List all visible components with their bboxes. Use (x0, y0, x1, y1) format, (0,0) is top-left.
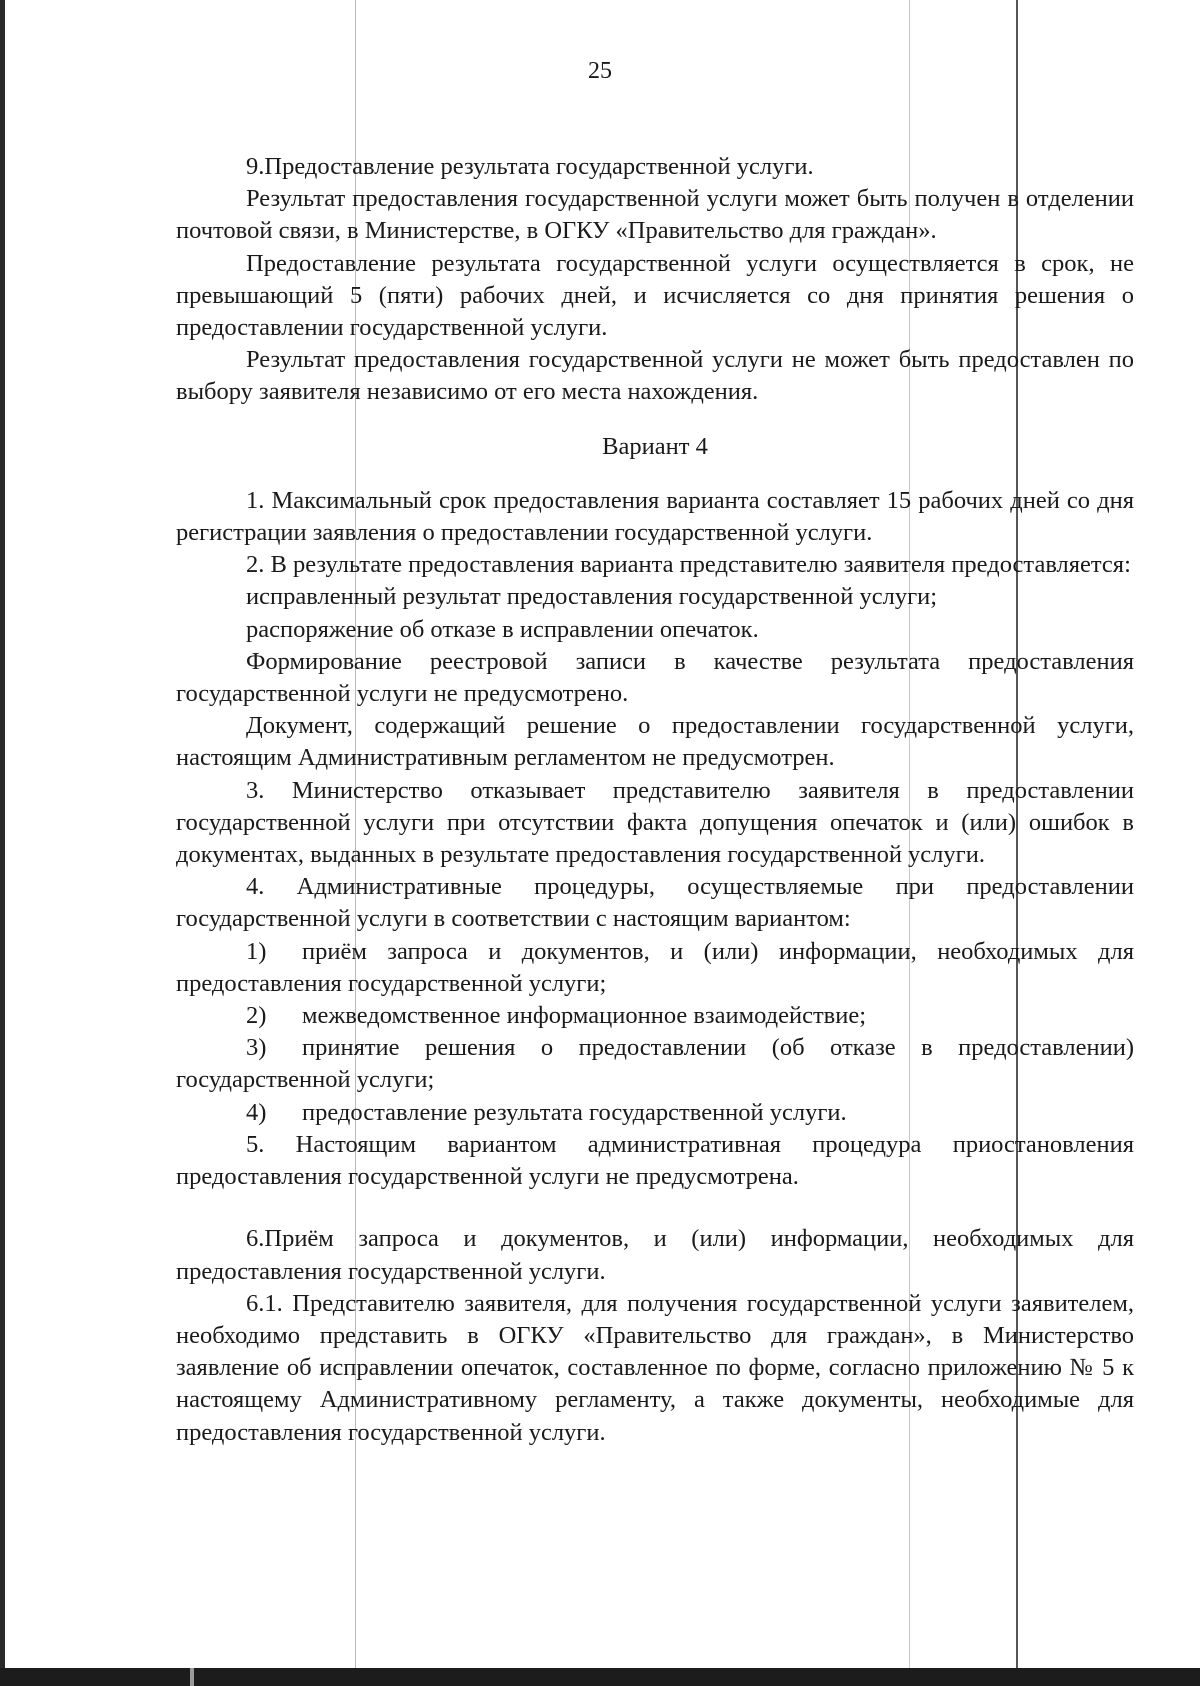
paragraph: распоряжение об отказе в исправлении опечаток. (246, 615, 759, 643)
list-item (176, 1032, 1134, 1096)
paragraph: Результат предоставления государственной услуги не может быть предоставлен по выбору заявителя независимо от его места нахождения. (176, 346, 1134, 406)
paragraph: 6.1. Представителю заявителя, для получения государственной услуги заявителем, необходимо представить в ОГКУ «Правительство для граждан», в Министерство заявление об исправлении опечаток, составленное по форме, согласно приложению № 5 к настоящему Административному регламенту, а также документы, необходимые для предоставления государственной услуги. (176, 1289, 1134, 1446)
variant-heading: Вариант 4 (602, 432, 708, 460)
list-item (176, 1000, 1134, 1032)
list-item-text: межведомственное информационное взаимодействие; (302, 1002, 867, 1030)
scan-bottom-mark (190, 1668, 194, 1686)
document-body (176, 151, 1134, 1449)
section-9-heading: 9.Предоставление результата государственной услуги. (246, 153, 814, 180)
paragraph: Документ, содержащий решение о предоставлении государственной услуги, настоящим Административным регламентом не предусмотрен. (176, 712, 1134, 772)
section-6-heading: 6.Приём запроса и документов, и (или) информации, необходимых для предоставления государственной услуги. (176, 1225, 1134, 1285)
list-item (176, 936, 1134, 1000)
paragraph: 4. Административные процедуры, осуществляемые при предоставлении государственной услуги в соответствии с настоящим вариантом: (176, 873, 1134, 933)
paragraph: Результат предоставления государственной услуги может быть получен в отделении почтовой связи, в Министерстве, в ОГКУ «Правительство для граждан». (176, 185, 1134, 245)
list-item-number: 1) (246, 937, 267, 965)
scan-left-edge (0, 0, 5, 1670)
page-number: 25 (588, 58, 612, 84)
paragraph: 1. Максимальный срок предоставления варианта составляет 15 рабочих дней со дня регистрации заявления о предоставлении государственной услуги. (176, 486, 1134, 547)
list-item-text: приём запроса и документов, и (или) информации, необходимых для предоставления государственной услуги; (176, 937, 1134, 997)
list-item-text: предоставление результата государственной услуги. (302, 1098, 847, 1126)
paragraph: Предоставление результата государственной услуги осуществляется в срок, не превышающий 5 (пяти) рабочих дней, и исчисляется со дня принятия решения о предоставлении государственной услуги. (176, 249, 1134, 342)
paragraph: 2. В результате предоставления варианта представителю заявителя предоставляется: (246, 551, 1131, 579)
paragraph: 5. Настоящим вариантом административная процедура приостановления предоставления государственной услуги не предусмотрена. (176, 1130, 1134, 1191)
list-item (176, 1097, 1134, 1129)
paragraph: 3. Министерство отказывает представителю заявителя в предоставлении государственной услуги при отсутствии факта допущения опечаток и (или) ошибок в документах, выданных в результате предоставления государственной услуги. (176, 776, 1134, 869)
list-item-number: 3) (246, 1034, 267, 1062)
list-item-number: 2) (246, 1002, 267, 1030)
paragraph: исправленный результат предоставления государственной услуги; (246, 583, 938, 611)
scan-bottom-edge (0, 1668, 1200, 1686)
list-item-number: 4) (246, 1098, 267, 1126)
paragraph: Формирование реестровой записи в качестве результата предоставления государственной услуги не предусмотрено. (176, 647, 1134, 708)
list-item-text: принятие решения о предоставлении (об отказе в предоставлении) государственной услуги; (176, 1034, 1134, 1094)
